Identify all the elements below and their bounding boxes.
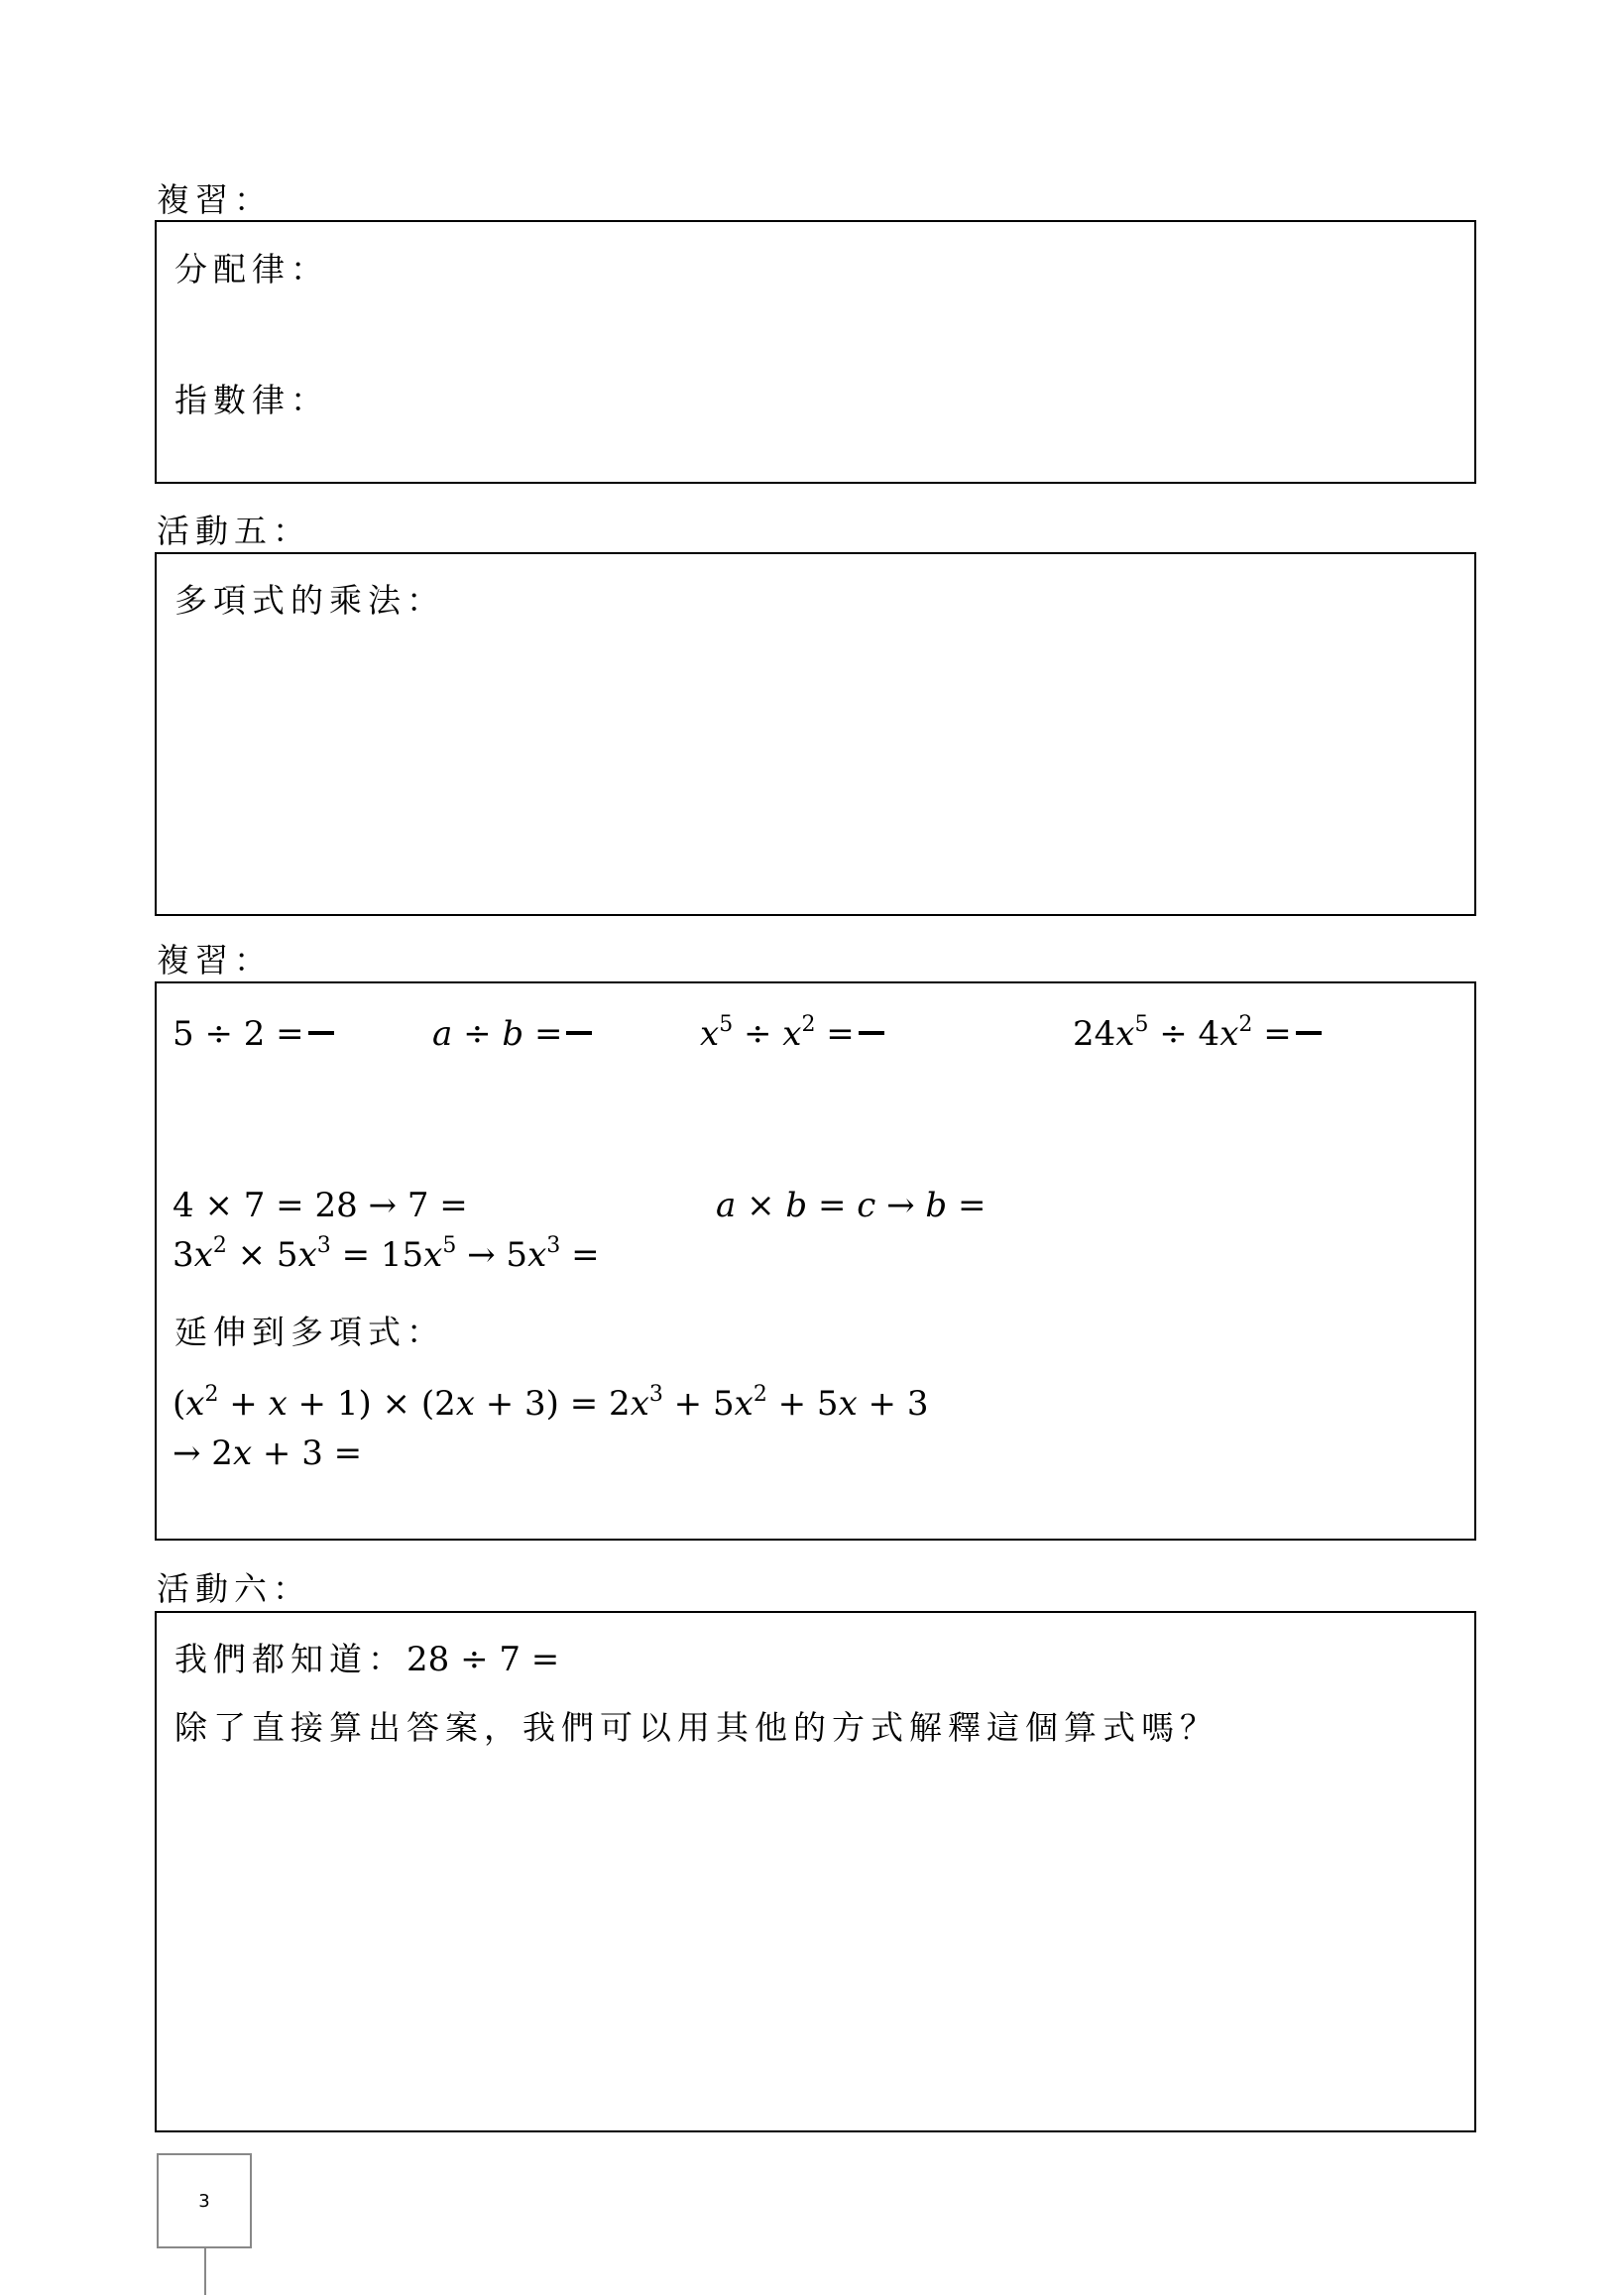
section-review-1-label: 複習： bbox=[157, 180, 273, 219]
exponent-law-label: 指數律： bbox=[174, 381, 329, 419]
extend-to-polynomial-label: 延伸到多項式： bbox=[174, 1313, 445, 1351]
distributive-law-label: 分配律： bbox=[174, 250, 329, 288]
polynomial-multiplication-label: 多項式的乘法： bbox=[174, 581, 445, 620]
activity-5-label: 活動五： bbox=[157, 512, 311, 550]
math-4x7: 4 × 7 = 28 → 7 = bbox=[173, 1186, 468, 1225]
math-polynomial-product: $(x^2 + x + 1) \times (2x + 3) = 2x^3 + 5x^2 + 5x + 3$ bbox=[173, 1382, 929, 1424]
math-a-div-b: a ÷ b = bbox=[432, 1014, 592, 1054]
math-24x5-div-4x2: $24x^5 \div 4x^2$ = bbox=[1073, 1014, 1322, 1054]
page-number: 3 bbox=[157, 2153, 252, 2248]
activity-6-label: 活動六： bbox=[157, 1569, 311, 1608]
math-axb: a × b = c → b = bbox=[716, 1186, 986, 1225]
activity-6-box bbox=[155, 1611, 1476, 2132]
we-know-line: 我們都知道：28 ÷ 7 = bbox=[174, 1640, 560, 1679]
we-know-prefix: 我們都知道： bbox=[174, 1640, 406, 1678]
page-number-line bbox=[204, 2248, 206, 2295]
review-1-box bbox=[155, 220, 1476, 484]
math-monomial: $3x^2 \times 5x^3 = 15x^5 \to 5x^3$ = bbox=[173, 1233, 600, 1275]
math-x5-div-x2: $x^5 \div x^2$ = bbox=[700, 1014, 884, 1054]
explain-question: 除了直接算出答案，我們可以用其他的方式解釋這個算式嗎？ bbox=[174, 1708, 1218, 1747]
math-polynomial-arrow: → 2x + 3 = bbox=[173, 1434, 363, 1473]
math-5-div-2: 5 ÷ 2 = bbox=[173, 1014, 334, 1054]
section-review-2-label: 複習： bbox=[157, 941, 273, 979]
